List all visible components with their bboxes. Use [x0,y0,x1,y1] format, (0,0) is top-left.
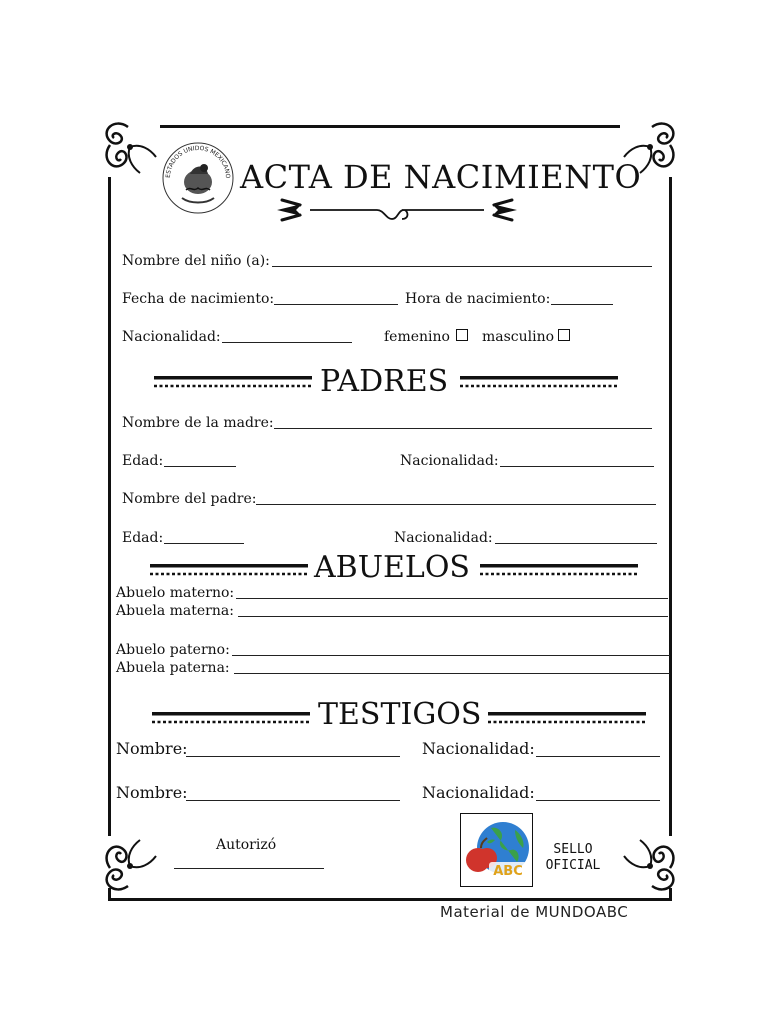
stamp-label-line1: SELLO [553,842,593,857]
father-name-label: Nombre del padre: [122,491,257,507]
document-border [108,125,672,901]
witness2-name-field[interactable] [186,800,400,801]
section-divider-right-icon [478,562,640,578]
signature-line[interactable] [174,868,324,869]
section-divider-right-icon [486,710,648,726]
maternal-grandfather-field[interactable] [236,598,668,599]
footer-credit: Material de MUNDOABC [440,903,629,921]
child-nationality-label: Nacionalidad: [122,329,221,345]
child-nationality-field[interactable] [222,342,352,343]
witness2-nationality-field[interactable] [536,800,660,801]
corner-ornament-bottom-right-icon [620,836,684,900]
father-age-field[interactable] [164,543,244,544]
paternal-grandfather-label: Abuelo paterno: [116,642,230,658]
witnesses-heading: TESTIGOS [318,697,482,732]
witness1-nationality-label: Nacionalidad: [422,739,535,758]
mexican-coat-of-arms-seal-icon [160,140,236,216]
witness1-name-field[interactable] [186,756,400,757]
witness2-name-label: Nombre: [116,783,188,802]
mother-name-label: Nombre de la madre: [122,415,274,431]
document-title: ACTA DE NACIMIENTO [240,158,642,196]
male-checkbox[interactable] [558,329,570,341]
child-name-label: Nombre del niño (a): [122,253,270,269]
witness1-name-label: Nombre: [116,739,188,758]
birth-time-label: Hora de nacimiento: [405,291,551,307]
father-age-label: Edad: [122,530,164,546]
mother-nationality-field[interactable] [500,466,654,467]
mother-age-label: Edad: [122,453,164,469]
stamp-label-line2: OFICIAL [545,858,601,873]
stamp-logo-box [460,813,533,887]
section-divider-left-icon [150,710,312,726]
father-nationality-field[interactable] [495,543,657,544]
stamp-label [540,842,606,874]
maternal-grandmother-field[interactable] [238,616,668,617]
section-divider-right-icon [458,374,620,390]
birth-time-field[interactable] [551,304,613,305]
paternal-grandfather-field[interactable] [232,655,670,656]
birth-date-field[interactable] [274,304,398,305]
section-divider-left-icon [152,374,314,390]
birth-date-label: Fecha de nacimiento: [122,291,275,307]
female-label: femenino [384,329,450,345]
mother-age-field[interactable] [164,466,236,467]
paternal-grandmother-field[interactable] [234,673,670,674]
logo-text: ABC [493,864,523,879]
father-nationality-label: Nacionalidad: [394,530,493,546]
witness1-nationality-field[interactable] [536,756,660,757]
female-checkbox[interactable] [456,329,468,341]
corner-ornament-bottom-left-icon [96,836,160,900]
mother-name-field[interactable] [274,428,652,429]
globe-apple-logo-icon [461,814,532,886]
seal-text: ESTADOS UNIDOS MEXICANO [164,144,232,179]
paternal-grandmother-label: Abuela paterna: [116,660,230,676]
child-name-field[interactable] [272,266,652,267]
maternal-grandfather-label: Abuelo materno: [116,585,235,601]
male-label: masculino [482,329,555,345]
parents-heading: PADRES [320,364,449,399]
witness2-nationality-label: Nacionalidad: [422,783,535,802]
maternal-grandmother-label: Abuela materna: [116,603,234,619]
father-name-field[interactable] [256,504,656,505]
corner-ornament-top-left-icon [96,113,160,177]
grandparents-heading: ABUELOS [314,550,470,585]
mother-nationality-label: Nacionalidad: [400,453,499,469]
section-divider-left-icon [148,562,310,578]
authorized-label: Autorizó [216,837,277,853]
title-flourish-icon [272,195,522,225]
